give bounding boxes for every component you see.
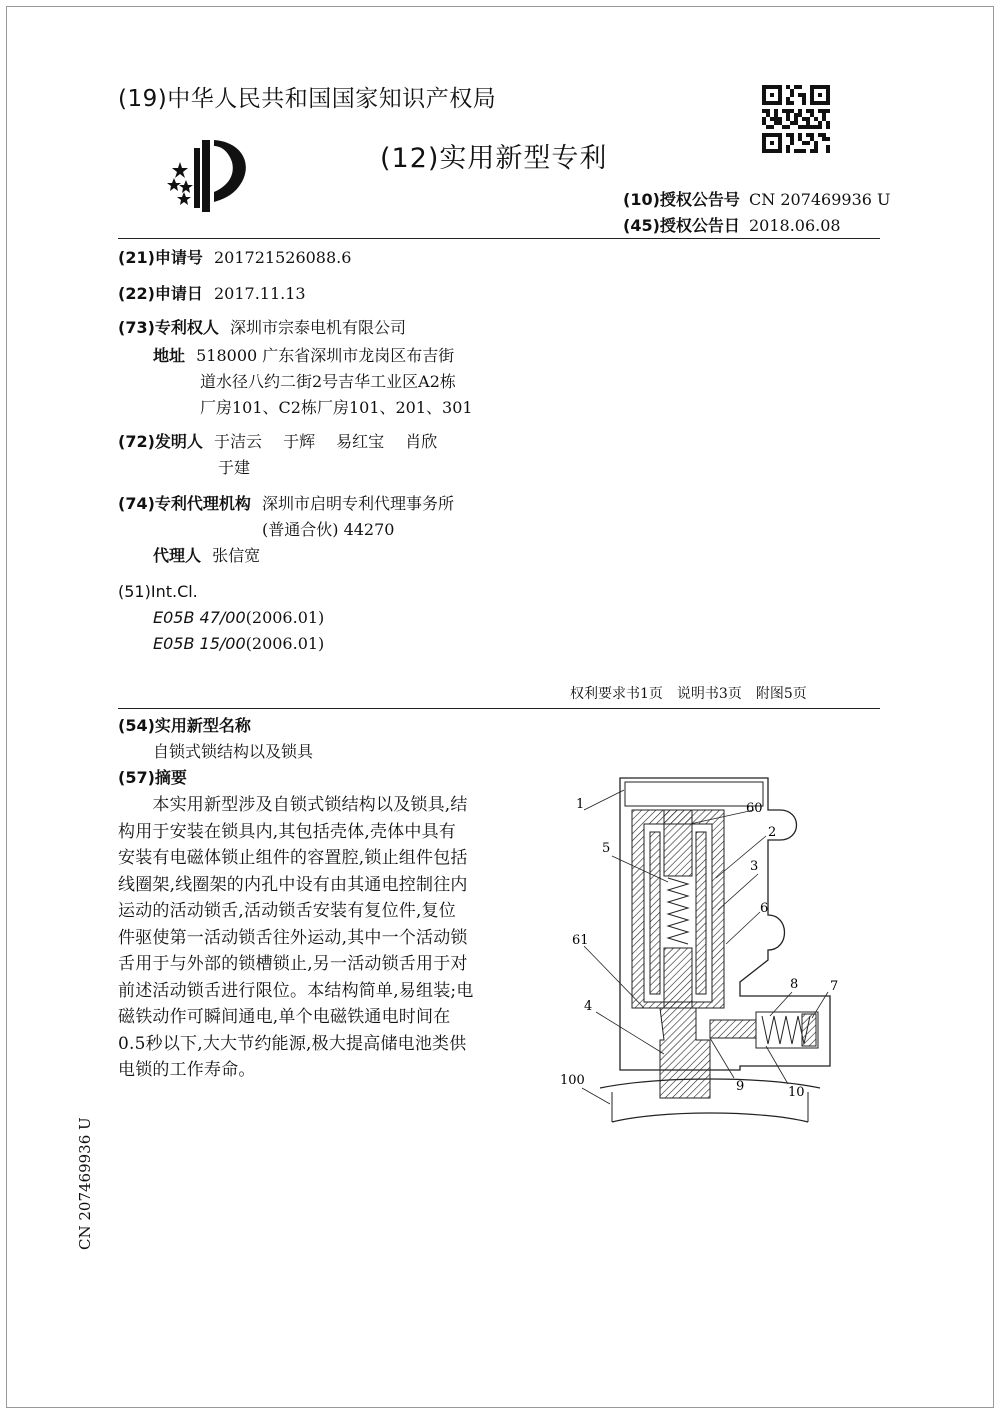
abstract-line: 磁铁动作可瞬间通电,单个电磁铁通电时间在 [118, 1007, 451, 1027]
abstract-line: 电锁的工作寿命。 [118, 1060, 256, 1080]
abstract-label: (57)摘要 [118, 768, 187, 787]
pub-number: CN 207469936 U [749, 190, 891, 209]
app-number: 201721526088.6 [214, 248, 352, 267]
figure-label: 60 [746, 801, 763, 816]
utility-model-title: 自锁式锁结构以及锁具 [153, 742, 314, 761]
inventors-line-2: 于建 [218, 458, 251, 477]
abstract-drawing [540, 770, 870, 1130]
figure-label: 1 [576, 797, 585, 812]
pub-date-label: (45)授权公告日 [623, 216, 740, 235]
address-label: 地址 [153, 346, 186, 365]
int-cl-label: (51)Int.Cl. [118, 582, 198, 601]
figure-label: 5 [602, 841, 611, 856]
cnipa-logo [166, 128, 258, 214]
address-row [153, 346, 454, 366]
agency-line-1: 深圳市启明专利代理事务所 [262, 494, 455, 513]
patent-type: (12)实用新型专利 [380, 143, 608, 174]
abstract-line: 运动的活动锁舌,活动锁舌安装有复位件,复位 [118, 901, 457, 921]
patentee: 深圳市宗泰电机有限公司 [230, 318, 407, 337]
page-counts: 权利要求书1页 说明书3页 附图5页 [570, 686, 807, 702]
figure-label: 7 [830, 979, 839, 994]
address-line-1: 518000 广东省深圳市龙岗区布吉街 [196, 346, 455, 365]
abstract-line: 构用于安装在锁具内,其包括壳体,壳体中具有 [118, 821, 457, 842]
patentee-label: (73)专利权人 [118, 318, 219, 337]
agent-label: 代理人 [153, 546, 202, 565]
app-number-label: (21)申请号 [118, 248, 203, 267]
pub-number-row [623, 190, 891, 210]
address-line-3: 厂房101、C2栋厂房101、201、301 [200, 398, 473, 417]
title-label: (54)实用新型名称 [118, 716, 251, 735]
agent: 张信宽 [212, 546, 261, 565]
ipc-version: (2006.01) [245, 634, 325, 653]
agency-label: (74)专利代理机构 [118, 494, 251, 513]
figure-label: 100 [560, 1073, 585, 1088]
abstract-line: 0.5秒以下,大大节约能源,极大提高储电池类供 [118, 1033, 467, 1054]
figure-label: 9 [736, 1079, 745, 1094]
header-divider [118, 238, 880, 239]
ipc-row-2 [153, 634, 324, 654]
abstract-line: 前述活动锁舌进行限位。本结构简单,易组装;电 [118, 980, 474, 1001]
abstract-line: 舌用于与外部的锁槽锁止,另一活动锁舌用于对 [118, 954, 468, 974]
biblio-divider [118, 708, 880, 709]
address-line-2: 道水径八约二街2号吉华工业区A2栋 [200, 372, 456, 391]
figure-label: 3 [750, 859, 759, 874]
abstract-line: 件驱使第一活动锁舌往外运动,其中一个活动锁 [118, 927, 468, 948]
side-publication-number: CN 207469936 U [76, 1117, 94, 1250]
office-name: (19)中华人民共和国国家知识产权局 [118, 86, 497, 112]
page-border [6, 6, 994, 1408]
inventors-row [118, 432, 437, 452]
pub-number-label: (10)授权公告号 [623, 190, 740, 209]
ipc-row-1 [153, 608, 324, 628]
patentee-row [118, 318, 406, 338]
abstract-line: 安装有电磁体锁止组件的容置腔,锁止组件包括 [118, 848, 468, 868]
figure-label: 10 [788, 1085, 805, 1100]
app-number-row [118, 248, 351, 268]
figure-label: 6 [760, 901, 769, 916]
figure-label: 4 [584, 999, 593, 1014]
filing-date-label: (22)申请日 [118, 284, 203, 303]
figure-label: 2 [768, 825, 777, 840]
agency-row [118, 494, 454, 514]
figure-label: 61 [572, 933, 589, 948]
ipc-code: E05B 15/00 [153, 634, 246, 653]
figure-label: 8 [790, 977, 799, 992]
filing-date-row [118, 284, 306, 304]
inventors-label: (72)发明人 [118, 432, 203, 451]
ipc-code: E05B 47/00 [153, 608, 246, 627]
filing-date: 2017.11.13 [214, 284, 306, 303]
abstract-line: 线圈架,线圈架的内孔中设有由其通电控制往内 [118, 874, 468, 895]
abstract-line: 本实用新型涉及自锁式锁结构以及锁具,结 [118, 795, 468, 815]
ipc-version: (2006.01) [245, 608, 325, 627]
pub-date-row [623, 216, 841, 236]
pub-date: 2018.06.08 [749, 216, 841, 235]
agent-row [153, 546, 260, 566]
agency-line-2: (普通合伙) 44270 [262, 520, 395, 539]
qr-code [762, 85, 830, 153]
abstract-body [118, 792, 498, 1084]
inventors-line-1: 于洁云 于辉 易红宝 肖欣 [214, 432, 438, 451]
